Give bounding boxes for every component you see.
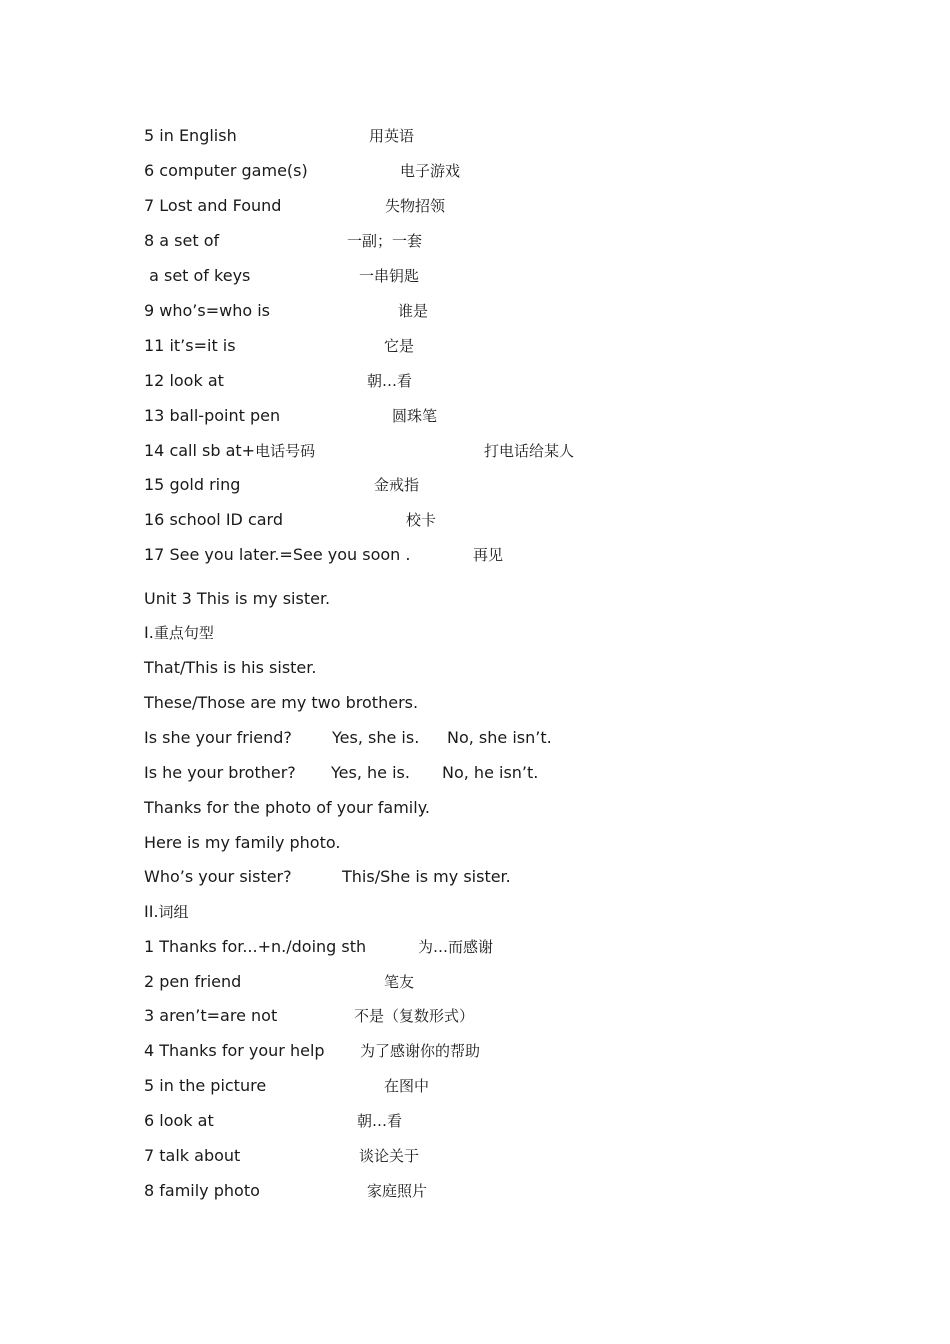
phrase-en: 12 look at <box>144 371 224 390</box>
phrase-en: 6 look at <box>144 1111 214 1130</box>
phrase-cn: 它是 <box>384 337 415 355</box>
phrase-en-part: 14 call sb at+ <box>144 441 256 460</box>
unit-title: Unit 3 This is my sister. <box>144 589 331 608</box>
phrase-en: 11 it’s=it is <box>144 336 236 355</box>
section-heading <box>144 623 214 643</box>
phrase-en: 13 ball-point pen <box>144 406 281 425</box>
sentence: Is he your brother? <box>144 763 296 782</box>
phrase-en: 15 gold ring <box>144 475 241 494</box>
section-number: I. <box>144 623 154 642</box>
phrase-cn: 一串钥匙 <box>359 267 420 285</box>
phrase-en: 9 who’s=who is <box>144 301 270 320</box>
sentence-answer-no: No, she isn’t. <box>447 728 552 747</box>
phrase-cn: 再见 <box>473 546 504 564</box>
phrase-en: 5 in the picture <box>144 1076 267 1095</box>
phrase-cn: 校卡 <box>406 511 437 529</box>
sentence: Thanks for the photo of your family. <box>144 798 430 817</box>
phrase-en: 8 a set of <box>144 231 220 250</box>
sentence: These/Those are my two brothers. <box>144 693 419 712</box>
phrase-cn: 朝…看 <box>367 372 413 390</box>
phrase-en: 1 Thanks for...+n./doing sth <box>144 937 367 956</box>
phrase-en: 7 talk about <box>144 1146 241 1165</box>
phrase-cn: 笔友 <box>384 973 415 991</box>
phrase-cn: 打电话给某人 <box>484 442 575 460</box>
sentence-answer-yes: Yes, he is. <box>331 763 410 782</box>
phrase-cn: 为…而感谢 <box>418 938 494 956</box>
phrase-en: 8 family photo <box>144 1181 260 1200</box>
phrase-en: 4 Thanks for your help <box>144 1041 325 1060</box>
phrase-cn: 朝…看 <box>357 1112 403 1130</box>
phrase-cn: 谈论关于 <box>359 1147 420 1165</box>
section-heading <box>144 902 189 922</box>
section-title: 重点句型 <box>153 624 214 642</box>
phrase-cn: 金戒指 <box>374 476 420 494</box>
phrase-en: 5 in English <box>144 126 237 145</box>
phrase-cn: 为了感谢你的帮助 <box>360 1042 481 1060</box>
phrase-cn: 谁是 <box>398 302 429 320</box>
phrase-en: 7 Lost and Found <box>144 196 282 215</box>
sentence-answer-no: No, he isn’t. <box>442 763 539 782</box>
phrase-cn: 电子游戏 <box>400 162 461 180</box>
phrase-en: 6 computer game(s) <box>144 161 308 180</box>
phrase-en-cn-part: 电话号码 <box>255 442 316 460</box>
phrase-en <box>144 441 315 461</box>
sentence: Who’s your sister? <box>144 867 292 886</box>
phrase-en: a set of keys <box>144 266 251 285</box>
phrase-en: 16 school ID card <box>144 510 284 529</box>
phrase-cn: 在图中 <box>384 1077 430 1095</box>
sentence: That/This is his sister. <box>144 658 317 677</box>
phrase-cn: 家庭照片 <box>367 1182 428 1200</box>
sentence: Here is my family photo. <box>144 833 341 852</box>
sentence-answer-yes: Yes, she is. <box>332 728 420 747</box>
sentence-answer: This/She is my sister. <box>342 867 511 886</box>
phrase-cn: 失物招领 <box>385 197 446 215</box>
phrase-cn: 不是（复数形式） <box>354 1007 475 1025</box>
phrase-en: 3 aren’t=are not <box>144 1006 278 1025</box>
phrase-cn: 圆珠笔 <box>392 407 438 425</box>
phrase-cn: 用英语 <box>369 127 415 145</box>
section-number: II. <box>144 902 159 921</box>
phrase-cn: 一副；一套 <box>347 232 423 250</box>
phrase-en: 2 pen friend <box>144 972 242 991</box>
sentence: Is she your friend? <box>144 728 292 747</box>
phrase-en: 17 See you later.=See you soon . <box>144 545 411 564</box>
section-title: 词组 <box>158 903 189 921</box>
